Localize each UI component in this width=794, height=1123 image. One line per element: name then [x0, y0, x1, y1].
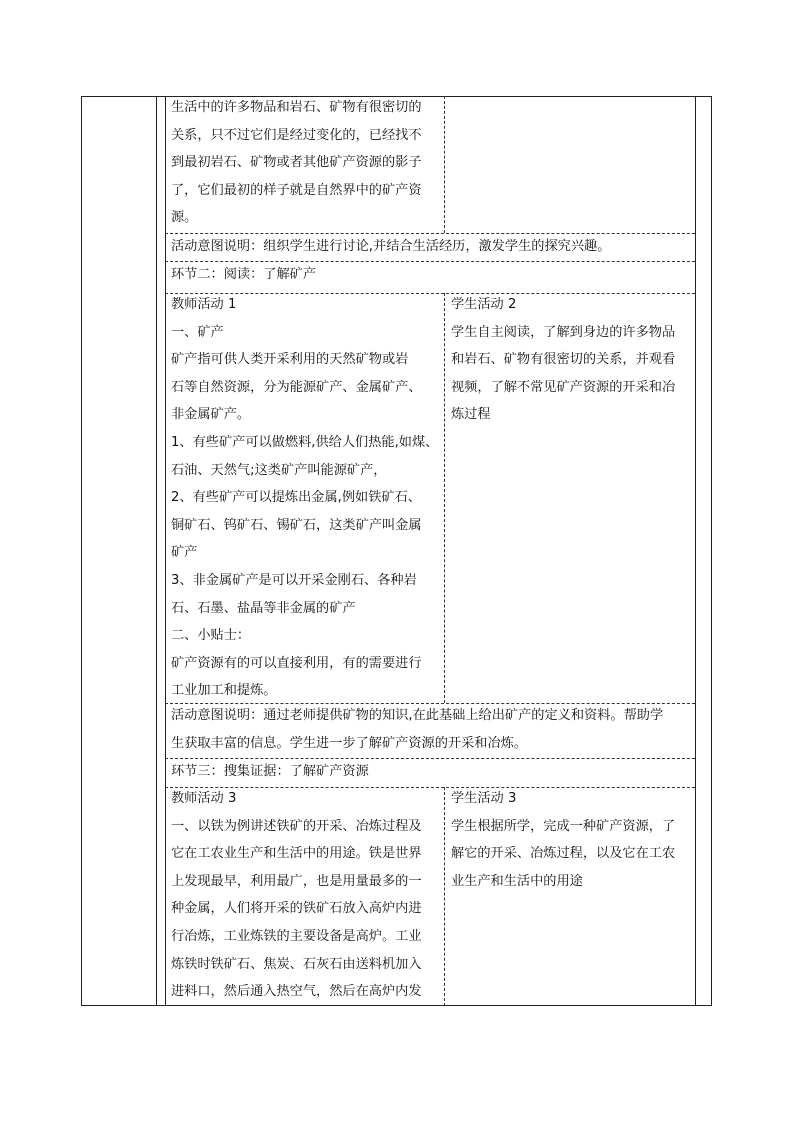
text-line: 石、石墨、盐晶等非金属的矿产 [171, 600, 356, 616]
text-line: 了，它们最初的样子就是自然界中的矿产资 [171, 182, 422, 198]
text-line: 铜矿石、钨矿石、锡矿石，这类矿产叫金属 [171, 517, 422, 533]
text-line: 关系，只不过它们是经过变化的，已经找不 [171, 127, 422, 143]
text-line: 炼铁时铁矿石、焦炭、石灰石由送料机加入 [171, 956, 422, 972]
text-line: 工业加工和提炼。 [171, 683, 277, 699]
text-line: 一、矿产 [171, 324, 224, 340]
text-line: 教师活动 3 [171, 791, 237, 806]
text-line: 行冶炼，工业炼铁的主要设备是高炉。工业 [171, 928, 422, 944]
text-line: 一、以铁为例讲述铁矿的开采、冶炼过程及 [171, 818, 422, 834]
text-line: 非金属矿产。 [171, 407, 251, 423]
text-line: 生获取丰富的信息。学生进一步了解矿产资源的开采和冶炼。 [171, 735, 528, 751]
text-line: 源。 [171, 210, 198, 226]
text-line: 3、非金属矿产是可以开采金刚石、各种岩 [171, 572, 417, 588]
text-line: 到最初岩石、矿物或者其他矿产资源的影子 [171, 155, 422, 171]
section-2-title: 环节二：阅读：了解矿产 [171, 267, 317, 282]
column-divider [444, 96, 445, 233]
student-activity-2 [451, 291, 693, 429]
text-line: 矿产资源有的可以直接利用，有的需要进行 [171, 655, 422, 671]
text-line: 视频，了解不常见矿产资源的开采和冶 [451, 379, 676, 395]
text-line: 炼过程 [451, 407, 491, 423]
teacher-activity-1 [171, 291, 441, 705]
text-line: 学生根据所学，完成一种矿产资源，了 [451, 818, 676, 834]
student-activity-3 [451, 785, 693, 895]
text-line: 2、有些矿产可以提炼出金属,例如铁矿石、 [171, 490, 421, 506]
text-line: 它在工农业生产和生活中的用途。铁是世界 [171, 846, 422, 862]
text-line: 1、有些矿产可以做燃料,供给人们热能,如煤、 [171, 434, 439, 450]
text-line: 教师活动 1 [171, 297, 237, 312]
text-line: 学生自主阅读，了解到身边的许多物品 [451, 324, 676, 340]
section-3-title: 环节三：搜集证据：了解矿产资源 [171, 764, 369, 779]
text-line: 业生产和生活中的用途 [451, 873, 583, 889]
text-line: 学生活动 3 [451, 791, 517, 806]
text-line: 学生活动 2 [451, 297, 517, 312]
text-line: 二、小贴士： [171, 628, 251, 644]
column-border-right [695, 96, 696, 1006]
activity-intent-1: 活动意图说明：组织学生进行讨论,并结合生活经历，激发学生的探究兴趣。 [171, 239, 611, 254]
text-line: 石油、天然气;这类矿产叫能源矿产， [171, 462, 387, 478]
text-line: 矿产指可供人类开采利用的天然矿物或岩 [171, 352, 409, 368]
text-line: 和岩石、矿物有很密切的关系，并观看 [451, 352, 676, 368]
text-line: 进料口，然后通入热空气，然后在高炉内发 [171, 984, 422, 1000]
activity-intent-2 [171, 702, 693, 757]
column-divider [444, 787, 445, 1006]
column-border-left [156, 96, 157, 1006]
text-line: 矿产 [171, 545, 198, 561]
prev-teacher-cell [171, 94, 441, 232]
text-line: 上发现最早，利用最广，也是用量最多的一 [171, 873, 422, 889]
text-line: 生活中的许多物品和岩石、矿物有很密切的 [171, 100, 422, 115]
text-line: 活动意图说明：通过老师提供矿物的知识,在此基础上给出矿产的定义和资料。帮助学 [171, 708, 664, 723]
text-line: 种金属，人们将开采的铁矿石放入高炉内进 [171, 901, 422, 917]
text-line: 解它的开采、冶炼过程，以及它在工农 [451, 846, 676, 862]
teacher-activity-3 [171, 785, 441, 1006]
column-divider [444, 293, 445, 703]
text-line: 石等自然资源，分为能源矿产、金属矿产、 [171, 379, 422, 395]
